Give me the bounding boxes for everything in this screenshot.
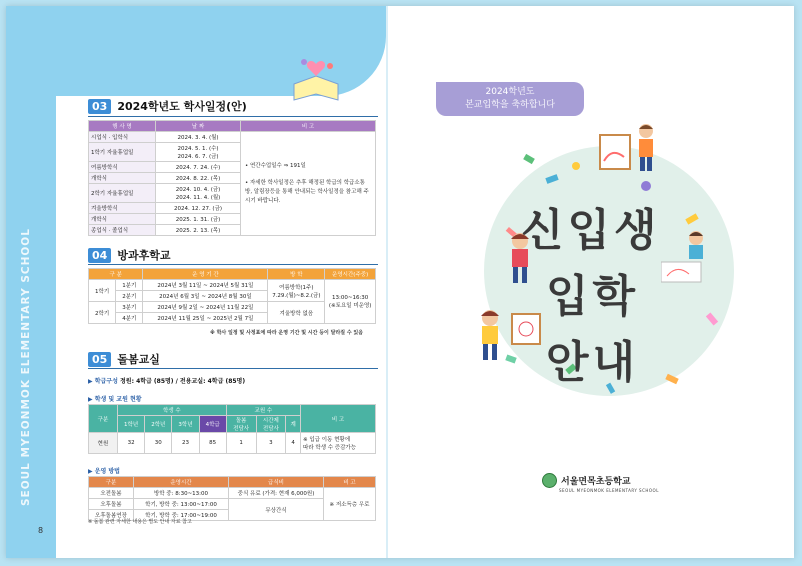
cell-remark: ※ 저소득층 우로 bbox=[324, 488, 376, 521]
section5-heading bbox=[88, 351, 160, 367]
badge-line1: 2024학년도 bbox=[485, 87, 535, 97]
section4-rule bbox=[88, 264, 378, 265]
quarter: 2분기 bbox=[116, 291, 143, 302]
section3-heading bbox=[88, 98, 247, 114]
event-date: 2024. 5. 1. (수) 2024. 6. 7. (금) bbox=[156, 143, 241, 162]
col-parttime: 시간제 전담사 bbox=[256, 416, 286, 433]
quarter-period: 2024년 3월 11일 ~ 2024년 5월 31일 bbox=[143, 280, 268, 291]
vacation-info: 여름방학(1주) 7.29.(월)~8.2.(금) bbox=[268, 280, 325, 302]
cell: 85 bbox=[199, 433, 226, 454]
event-name: 겨울방학식 bbox=[89, 203, 156, 214]
col-time: 운영시간(주중) bbox=[325, 269, 376, 280]
remark-details: • 자세한 학사일정은 추후 해정된 학급의 학급소통방, 알림장등을 통해 안내되는 학사일정을 참고해 주시기 바랍니다. bbox=[245, 179, 369, 204]
cell: 3 bbox=[256, 433, 286, 454]
brochure-sheet bbox=[6, 6, 794, 558]
col-period: 운 영 기 간 bbox=[143, 269, 268, 280]
col-grade1: 1학년 bbox=[118, 416, 145, 433]
event-name: 2학기 자율휴업일 bbox=[89, 184, 156, 203]
event-date: 2024. 12. 27. (금) bbox=[156, 203, 241, 214]
col-remark: 비 고 bbox=[301, 405, 376, 433]
section3-rule bbox=[88, 116, 378, 117]
school-logo-icon bbox=[542, 473, 557, 488]
event-date: 2024. 7. 24. (수) bbox=[156, 162, 241, 173]
cell: 오후돌봄 bbox=[89, 499, 134, 510]
col-fulltime: 돌봄 전담사 bbox=[226, 416, 256, 433]
page-fold bbox=[386, 6, 388, 558]
book-hearts-icon bbox=[286, 54, 346, 104]
cell: 오전돌봄 bbox=[89, 488, 134, 499]
col-event: 행 사 명 bbox=[89, 121, 156, 132]
section3-title: 2024학년도 학사일정(안) bbox=[117, 100, 247, 113]
badge-line2: 본교입학을 축하합니다 bbox=[465, 100, 555, 110]
kid-drawing-icon bbox=[661, 228, 731, 288]
cell: 방학 중: 8:30~13:00 bbox=[134, 488, 229, 499]
students-status-label: ▶ 학생 및 교원 현황 bbox=[88, 396, 142, 403]
quarter-period: 2024년 9월 2일 ~ 2024년 11월 22일 bbox=[143, 302, 268, 313]
cell: 1 bbox=[226, 433, 256, 454]
cell: 학기, 방학 중: 17:00~19:00 bbox=[134, 510, 229, 521]
section5-number: 05 bbox=[88, 352, 111, 367]
section4-number: 04 bbox=[88, 248, 111, 263]
calendar-remark bbox=[241, 132, 376, 236]
section4-heading bbox=[88, 247, 170, 263]
cell: 4 bbox=[286, 433, 301, 454]
cell: 30 bbox=[145, 433, 172, 454]
row-label: 현원 bbox=[89, 433, 118, 454]
col-gubun: 구 분 bbox=[89, 269, 143, 280]
congrats-badge bbox=[436, 82, 584, 116]
col-students: 학생 수 bbox=[118, 405, 227, 416]
section3-number: 03 bbox=[88, 99, 111, 114]
term-label: 1학기 bbox=[89, 280, 116, 302]
section4-title: 방과후학교 bbox=[117, 249, 171, 262]
cell: 23 bbox=[172, 433, 199, 454]
school-name: 서울면목초등학교 bbox=[561, 477, 631, 487]
care-class-table bbox=[88, 404, 376, 454]
academic-calendar-table bbox=[88, 120, 376, 236]
cell: 오후돌봄연장 bbox=[89, 510, 134, 521]
table-row bbox=[89, 132, 376, 143]
page-number: 8 bbox=[38, 526, 44, 535]
vacation-info: 겨울방학 없음 bbox=[268, 302, 325, 324]
col-hours: 운영시간 bbox=[134, 477, 229, 488]
event-date: 2024. 3. 4. (월) bbox=[156, 132, 241, 143]
afterschool-note: ※ 학사 일정 및 사정표에 따라 운영 기간 및 시간 등이 달라질 수 있음 bbox=[210, 330, 364, 336]
col-grade2: 2학년 bbox=[145, 416, 172, 433]
event-date: 2025. 2. 13. (목) bbox=[156, 225, 241, 236]
col-teachers: 교원 수 bbox=[226, 405, 300, 416]
col-remark: 비 고 bbox=[324, 477, 376, 488]
vertical-school-text: SEOUL MYEONMOK ELEMENTARY SCHOOL bbox=[20, 228, 32, 506]
col-meal: 급식비 bbox=[229, 477, 324, 488]
event-name: 종업식 · 졸업식 bbox=[89, 225, 156, 236]
event-name: 여름방학식 bbox=[89, 162, 156, 173]
cell: 학기, 방학 중: 13:00~17:00 bbox=[134, 499, 229, 510]
event-date: 2024. 8. 22. (목) bbox=[156, 173, 241, 184]
operation-time: 13:00~16:30 (※토요일 미운영) bbox=[325, 280, 376, 324]
quarter-period: 2024년 6월 3일 ~ 2024년 8월 30일 bbox=[143, 291, 268, 302]
remark-days: • 연간수업일수 ⇒ 191일 bbox=[245, 162, 306, 169]
col-gubun: 구분 bbox=[89, 405, 118, 433]
class-composition-value: 정원: 4학급 (85명) / 전용교실: 4학급 (85명) bbox=[119, 378, 246, 385]
event-date: 2025. 1. 31. (금) bbox=[156, 214, 241, 225]
event-name: 개학식 bbox=[89, 173, 156, 184]
operation-table bbox=[88, 476, 376, 521]
quarter: 1분기 bbox=[116, 280, 143, 291]
table-row bbox=[89, 280, 376, 291]
col-remark: 비 고 bbox=[241, 121, 376, 132]
col-vacation: 방 학 bbox=[268, 269, 325, 280]
class-composition-label: ▶ 학급구성 bbox=[88, 378, 118, 385]
event-name: 개학식 bbox=[89, 214, 156, 225]
quarter: 3분기 bbox=[116, 302, 143, 313]
title-line1: 신입생 bbox=[521, 205, 661, 256]
event-name: 1학기 자율휴업일 bbox=[89, 143, 156, 162]
col-gubun: 구분 bbox=[89, 477, 134, 488]
class-composition bbox=[88, 376, 245, 385]
event-name: 시업식 · 입학식 bbox=[89, 132, 156, 143]
section5-title: 돌봄교실 bbox=[117, 353, 160, 366]
school-logo-block bbox=[542, 473, 631, 488]
school-name-en: SEOUL MYEONMOK ELEMENTARY SCHOOL bbox=[559, 488, 659, 493]
kid-painting-icon bbox=[594, 121, 674, 191]
cell-remark: ※ 입급 이동 현황에 따라 학생 수 증감가능 bbox=[301, 433, 376, 454]
afterschool-table bbox=[88, 268, 376, 324]
cell: 32 bbox=[118, 433, 145, 454]
col-total-classes: 4학급 bbox=[199, 416, 226, 433]
footnote: ※ 돌봄 관련 자세한 내용은 별도 안내 자료 참고 bbox=[88, 519, 192, 525]
term-label: 2학기 bbox=[89, 302, 116, 324]
cell: 중식 유료 (가격: 현재 6,000원) bbox=[229, 488, 324, 499]
quarter: 4분기 bbox=[116, 313, 143, 324]
table-row bbox=[89, 488, 376, 499]
section5-rule bbox=[88, 368, 378, 369]
table-row bbox=[89, 433, 376, 454]
event-date: 2024. 10. 4. (금) 2024. 11. 4. (월) bbox=[156, 184, 241, 203]
quarter-period: 2024년 11월 25일 ~ 2025년 2월 7일 bbox=[143, 313, 268, 324]
kid-easel-icon bbox=[472, 304, 552, 374]
col-grade3: 3학년 bbox=[172, 416, 199, 433]
col-date: 날 짜 bbox=[156, 121, 241, 132]
col-teacher-total: 계 bbox=[286, 416, 301, 433]
title-line2: 입학 bbox=[546, 271, 640, 322]
cell: 무상간식 bbox=[229, 499, 324, 521]
title-line3: 안내 bbox=[546, 337, 640, 388]
operation-method-label: ▶ 운영 방법 bbox=[88, 468, 120, 475]
